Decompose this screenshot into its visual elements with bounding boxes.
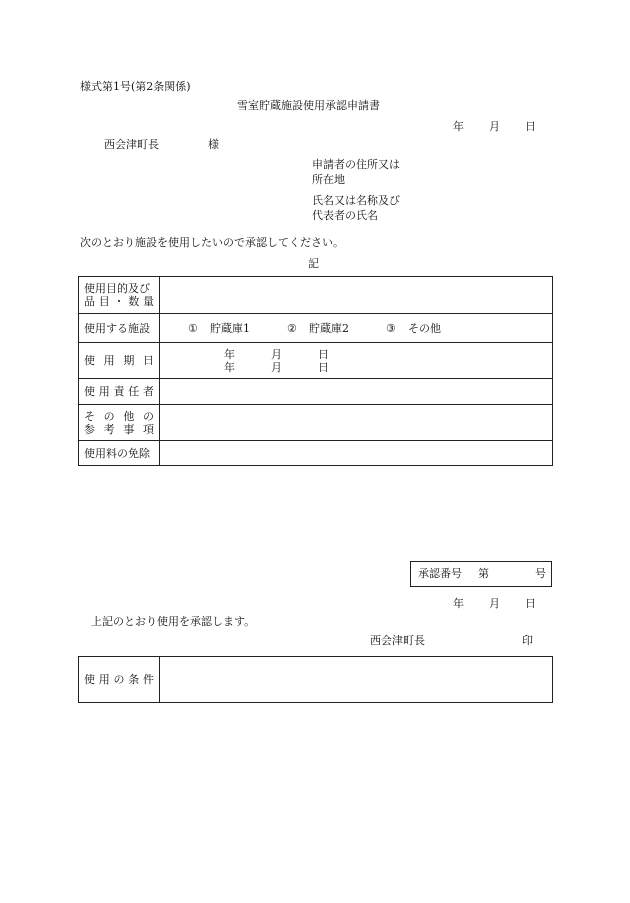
facility-option-1-num[interactable]: ① (188, 321, 198, 335)
purpose-label: 使用目的及び 品 目 ・ 数 量 (79, 277, 160, 314)
facility-option-2-name: 貯蔵庫2 (309, 321, 349, 335)
period-start: 年 月 日 (224, 347, 329, 361)
approval-number-box (410, 561, 552, 587)
facility-option-3-name: その他 (408, 321, 441, 335)
row-conditions (79, 657, 553, 703)
date-day: 日 (525, 120, 536, 133)
applicant-name-label-2: 代表者の氏名 (312, 209, 378, 222)
row-fee (79, 441, 553, 466)
intro-text: 次のとおり施設を使用したいので承認してください。 (80, 236, 344, 249)
approval-number-go: 号 (535, 567, 546, 580)
manager-label: 使 用 責 任 者 (79, 379, 160, 405)
date-year: 年 (453, 120, 464, 133)
row-period (79, 343, 553, 379)
application-table (78, 276, 553, 466)
row-manager (79, 379, 553, 405)
facility-label: 使用する施設 (79, 314, 160, 343)
approval-number-dai: 第 (478, 567, 489, 580)
addressee-name: 西会津町長 (104, 138, 159, 151)
approval-date-day: 日 (525, 597, 536, 610)
applicant-address-label-1: 申請者の住所又は (312, 158, 400, 171)
period-end: 年 月 日 (224, 360, 329, 374)
applicant-name-label-1: 氏名又は名称及び (312, 194, 400, 207)
approval-text: 上記のとおり使用を承認します。 (91, 615, 256, 628)
row-other (79, 405, 553, 441)
applicant-address-label-2: 所在地 (312, 173, 345, 186)
period-value[interactable] (160, 343, 553, 379)
row-purpose (79, 277, 553, 314)
approval-mayor: 西会津町長 (370, 634, 425, 647)
other-value[interactable] (160, 405, 553, 441)
approval-number-label: 承認番号 (418, 567, 462, 580)
facility-option-1-name: 貯蔵庫1 (210, 321, 250, 335)
approval-date-year: 年 (453, 597, 464, 610)
fee-value[interactable] (160, 441, 553, 466)
other-label: そ の 他 の 参 考 事 項 (79, 405, 160, 441)
facility-option-3-num[interactable]: ③ (386, 321, 396, 335)
conditions-label: 使 用 の 条 件 (79, 657, 160, 703)
form-number: 様式第1号(第2条関係) (80, 80, 191, 93)
addressee-honorific: 様 (208, 138, 219, 151)
ki-label: 記 (308, 257, 319, 270)
facility-option-2-num[interactable]: ② (287, 321, 297, 335)
date-month: 月 (489, 120, 500, 133)
document-title: 雪室貯蔵施設使用承認申請書 (237, 99, 380, 112)
facility-options (160, 314, 553, 343)
period-label: 使 用 期 日 (79, 343, 160, 379)
approval-seal: 印 (522, 634, 533, 647)
conditions-value[interactable] (160, 657, 553, 703)
fee-label: 使用料の免除 (79, 441, 160, 466)
purpose-value[interactable] (160, 277, 553, 314)
approval-date-month: 月 (489, 597, 500, 610)
conditions-table (78, 656, 553, 703)
manager-value[interactable] (160, 379, 553, 405)
row-facility (79, 314, 553, 343)
